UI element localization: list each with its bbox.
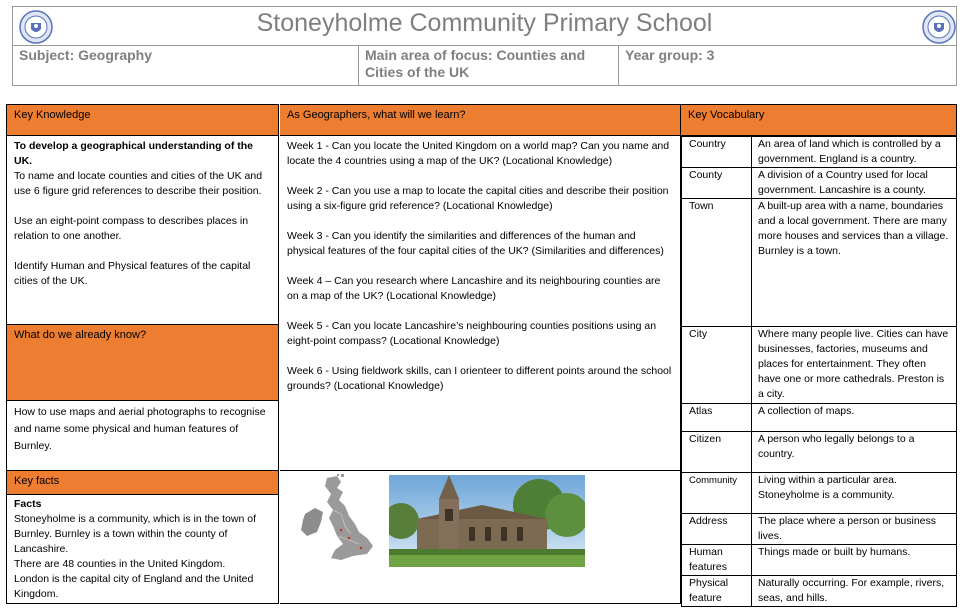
vocab-term: Country (682, 137, 752, 168)
vocab-definition: Where many people live. Cities can have businesses, factories, museums and places for entertainment. They often have one or more cathedrals. Preston is a city. (752, 327, 957, 404)
week-item: Week 1 - Can you locate the United Kingdom on a world map? Can you name and locate the 4 countries using a map of the UK? (Locational Knowledge) (287, 140, 670, 167)
key-knowledge-body (6, 135, 279, 325)
table-row (682, 473, 957, 514)
title-row (13, 7, 956, 46)
vocab-definition: A collection of maps. (752, 404, 957, 432)
key-facts-body (6, 494, 279, 604)
vocab-definition: A person who legally belongs to a country. (752, 432, 957, 473)
vocab-definition: Living within a particular area. Stoneyholme is a community. (752, 473, 957, 514)
document-header (12, 6, 957, 86)
vocab-term: Human features (682, 545, 752, 576)
already-know-heading: What do we already know? (6, 324, 279, 401)
learn-heading: As Geographers, what will we learn? (280, 104, 681, 136)
vocab-definition: Things made or built by humans. (752, 545, 957, 576)
church-photo-image (389, 475, 585, 567)
key-knowledge-heading: Key Knowledge (6, 104, 279, 136)
key-facts-subheading: Facts (14, 498, 42, 510)
table-row (682, 576, 957, 607)
vocab-definition: A built-up area with a name, boundaries and a local government. There are many more houses and services than a village. Burnley is a town. (752, 199, 957, 327)
key-knowledge-point: Use an eight-point compass to describes places in relation to one another. (14, 215, 249, 242)
table-row (682, 545, 957, 576)
subject-row (13, 46, 956, 86)
vocab-definition: An area of land which is controlled by a government. England is a country. (752, 137, 957, 168)
key-fact: Stoneyholme is a community, which is in the town of Burnley. Burnley is a town within the county of Lancashire. (14, 513, 256, 555)
already-know-body: How to use maps and aerial photographs to recognise and name some physical and human features of Burnley. (6, 400, 279, 471)
subject-label: Subject: Geography (13, 46, 359, 86)
uk-map-image (297, 474, 379, 564)
vocab-term: City (682, 327, 752, 404)
vocab-term: County (682, 168, 752, 199)
vocab-term: Atlas (682, 404, 752, 432)
key-knowledge-point: To name and locate counties and cities of the UK and use 6 figure grid references to describe their position. (14, 170, 263, 197)
focus-label: Main area of focus: Counties and Cities of the UK (359, 46, 619, 86)
key-knowledge-intro: To develop a geographical understanding of the UK. (14, 140, 253, 167)
school-name: Stoneyholme Community Primary School (256, 9, 713, 37)
key-fact: There are 48 counties in the United Kingdom. (14, 558, 226, 570)
table-row (682, 199, 957, 327)
key-knowledge-point: Identify Human and Physical features of the capital cities of the UK. (14, 260, 251, 287)
year-group-label: Year group: 3 (625, 47, 715, 63)
week-item: Week 2 - Can you use a map to locate the capital cities and describe their position using a six-figure grid reference? (Locational Knowledge) (287, 185, 669, 212)
week-item: Week 3 - Can you identify the similarities and differences of the human and physical features of the four capital cities of the UK? (Similarities and differences) (287, 230, 664, 257)
vocabulary-table (681, 136, 957, 607)
vocabulary-heading: Key Vocabulary (681, 104, 957, 136)
table-row (682, 168, 957, 199)
school-logo-icon (922, 10, 956, 44)
vocab-definition: Naturally occurring. For example, rivers, seas, and hills. (752, 576, 957, 607)
vocab-term: Physical feature (682, 576, 752, 607)
vocab-term: Town (682, 199, 752, 327)
table-row (682, 404, 957, 432)
vocab-term: Community (682, 473, 752, 514)
vocab-term: Citizen (682, 432, 752, 473)
key-fact: London is the capital city of England and the United Kingdom. (14, 573, 254, 600)
table-row (682, 514, 957, 545)
vocab-definition: A division of a Country used for local government. Lancashire is a county. (752, 168, 957, 199)
vocab-definition: The place where a person or business lives. (752, 514, 957, 545)
key-facts-heading: Key facts (6, 470, 279, 495)
vocab-term: Address (682, 514, 752, 545)
learn-body (280, 135, 681, 471)
table-row (682, 137, 957, 168)
week-item: Week 4 – Can you research where Lancashire and its neighbouring counties are on a map of the UK? (Locational Knowledge) (287, 275, 661, 302)
table-row (682, 432, 957, 473)
week-item: Week 5 - Can you locate Lancashire’s neighbouring counties positions using an eight-point compass? (Locational Knowledge) (287, 320, 657, 347)
table-row (682, 327, 957, 404)
week-item: Week 6 - Using fieldwork skills, can I orienteer to different points around the school grounds? (Locational Knowledge) (287, 365, 672, 392)
